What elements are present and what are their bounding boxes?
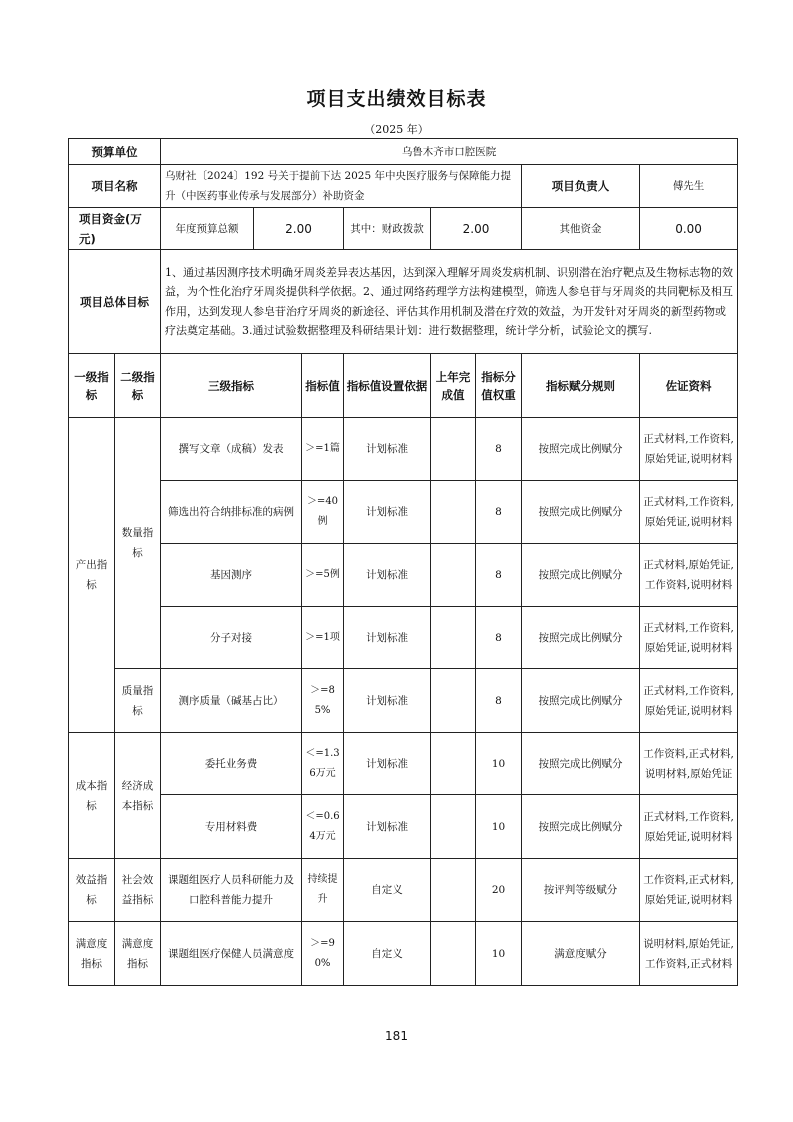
indicator-weight: 8 [476,669,522,733]
indicator-name: 课题组医疗人员科研能力及口腔科普能力提升 [161,859,302,922]
indicator-value: ＞=1项 [302,607,344,669]
indicator-last-year [431,733,476,795]
group-cost: 成本指标 [69,733,115,859]
group-quality: 质量指标 [115,669,161,733]
indicator-weight: 10 [476,795,522,859]
table-row [69,795,738,859]
indicator-value: ＞=90% [302,922,344,986]
year-label: （2025 年） [364,123,429,136]
indicator-last-year [431,859,476,922]
indicator-name: 撰写文章（成稿）发表 [161,418,302,481]
table-row [69,607,738,669]
indicator-name: 委托业务费 [161,733,302,795]
indicator-name: 筛选出符合纳排标准的病例 [161,481,302,544]
indicator-value: ＞=5例 [302,544,344,607]
budget-unit-row [69,139,738,165]
overall-goal-label: 项目总体目标 [69,250,161,354]
budget-unit-label: 预算单位 [69,139,161,165]
indicator-basis: 计划标准 [344,669,431,733]
indicator-weight: 8 [476,607,522,669]
indicator-evidence: 说明材料,原始凭证,工作资料,正式材料 [640,922,738,986]
indicator-value: ＞=1篇 [302,418,344,481]
indicator-rule: 按照完成比例赋分 [522,607,640,669]
table-row [69,418,738,481]
header-basis: 指标值设置依据 [344,354,431,418]
other-funds-label: 其他资金 [522,208,640,250]
page-title: 项目支出绩效目标表 [306,88,487,110]
group-satisfaction: 满意度指标 [69,922,115,986]
indicator-last-year [431,795,476,859]
group-economic-cost: 经济成本指标 [115,733,161,859]
indicator-rule: 按照完成比例赋分 [522,733,640,795]
project-owner-label: 项目负责人 [522,165,640,208]
indicator-name: 分子对接 [161,607,302,669]
indicator-name: 测序质量（碱基占比） [161,669,302,733]
budget-unit-value: 乌鲁木齐市口腔医院 [161,139,738,165]
indicator-weight: 10 [476,733,522,795]
indicator-header-row [69,354,738,418]
indicator-evidence: 正式材料,工作资料,原始凭证,说明材料 [640,481,738,544]
indicator-last-year [431,922,476,986]
group-quantity: 数量指标 [115,418,161,669]
indicator-evidence: 正式材料,工作资料,原始凭证,说明材料 [640,795,738,859]
header-value: 指标值 [302,354,344,418]
performance-goal-table [68,138,738,986]
table-row [69,922,738,986]
header-last-year: 上年完成值 [431,354,476,418]
indicator-name: 专用材料费 [161,795,302,859]
indicator-evidence: 工作资料,正式材料,原始凭证,说明材料 [640,859,738,922]
other-funds-value: 0.00 [640,208,738,250]
indicator-evidence: 正式材料,工作资料,原始凭证,说明材料 [640,607,738,669]
overall-goal-text: 1、通过基因测序技术明确牙周炎差异表达基因，达到深入理解牙周炎发病机制、识别潜在治疗靶点及生物标志物的效益，为个性化治疗牙周炎提供科学依据。2、通过网络药理学方法构建模型，筛选人参皂苷与牙周炎的共同靶标及相互作用，达到发现人参皂苷治疗牙周炎的新途径、评估其作用机制及潜在疗效的效益，为开发针对牙周炎的新型药物或疗法奠定基础。3.通过试验数据整理及科研结果计划：进行数据整理，统计学分析，试验论文的撰写. [161,250,738,354]
indicator-value: 持续提升 [302,859,344,922]
table-row [69,733,738,795]
indicator-evidence: 正式材料,工作资料,原始凭证,说明材料 [640,418,738,481]
indicator-evidence: 工作资料,正式材料,说明材料,原始凭证 [640,733,738,795]
header-level2: 二级指标 [115,354,161,418]
indicator-basis: 计划标准 [344,544,431,607]
finance-allocation-value: 2.00 [431,208,522,250]
group-output: 产出指标 [69,418,115,733]
header-level3: 三级指标 [161,354,302,418]
indicator-value: ＞=85% [302,669,344,733]
indicator-name: 基因测序 [161,544,302,607]
table-row [69,544,738,607]
indicator-rule: 按照完成比例赋分 [522,669,640,733]
group-social-benefit: 社会效益指标 [115,859,161,922]
indicator-last-year [431,669,476,733]
indicator-weight: 8 [476,544,522,607]
table-row [69,859,738,922]
indicator-last-year [431,481,476,544]
indicator-basis: 计划标准 [344,481,431,544]
indicator-rule: 按照完成比例赋分 [522,481,640,544]
indicator-weight: 20 [476,859,522,922]
indicator-value: ＞=40例 [302,481,344,544]
project-name-value: 乌财社〔2024〕192 号关于提前下达 2025 年中央医疗服务与保障能力提升（中医药事业传承与发展部分）补助资金 [161,165,522,208]
indicator-weight: 8 [476,418,522,481]
annual-budget-value: 2.00 [254,208,344,250]
header-rule: 指标赋分规则 [522,354,640,418]
indicator-evidence: 正式材料,工作资料,原始凭证,说明材料 [640,669,738,733]
indicator-basis: 自定义 [344,859,431,922]
indicator-rule: 满意度赋分 [522,922,640,986]
indicator-value: ＜=0.64万元 [302,795,344,859]
indicator-basis: 计划标准 [344,607,431,669]
indicator-last-year [431,418,476,481]
group-benefit: 效益指标 [69,859,115,922]
funds-label: 项目资金(万元) [69,208,161,250]
indicator-basis: 计划标准 [344,795,431,859]
header-level1: 一级指标 [69,354,115,418]
indicator-name: 课题组医疗保健人员满意度 [161,922,302,986]
overall-goal-row [69,250,738,354]
indicator-evidence: 正式材料,原始凭证,工作资料,说明材料 [640,544,738,607]
funds-row [69,208,738,250]
indicator-basis: 计划标准 [344,418,431,481]
annual-budget-label: 年度预算总额 [161,208,254,250]
indicator-rule: 按照完成比例赋分 [522,795,640,859]
indicator-rule: 按评判等级赋分 [522,859,640,922]
project-name-row [69,165,738,208]
indicator-weight: 10 [476,922,522,986]
project-name-label: 项目名称 [69,165,161,208]
indicator-basis: 计划标准 [344,733,431,795]
finance-allocation-label: 其中：财政拨款 [344,208,431,250]
page-number: 181 [385,1029,408,1043]
table-row [69,669,738,733]
header-evidence: 佐证资料 [640,354,738,418]
indicator-basis: 自定义 [344,922,431,986]
indicator-last-year [431,544,476,607]
project-owner-value: 傅先生 [640,165,738,208]
header-weight: 指标分值权重 [476,354,522,418]
indicator-value: ＜=1.36万元 [302,733,344,795]
indicator-last-year [431,607,476,669]
indicator-rule: 按照完成比例赋分 [522,418,640,481]
indicator-weight: 8 [476,481,522,544]
indicator-rule: 按照完成比例赋分 [522,544,640,607]
group-satisfaction-sub: 满意度指标 [115,922,161,986]
table-row [69,481,738,544]
